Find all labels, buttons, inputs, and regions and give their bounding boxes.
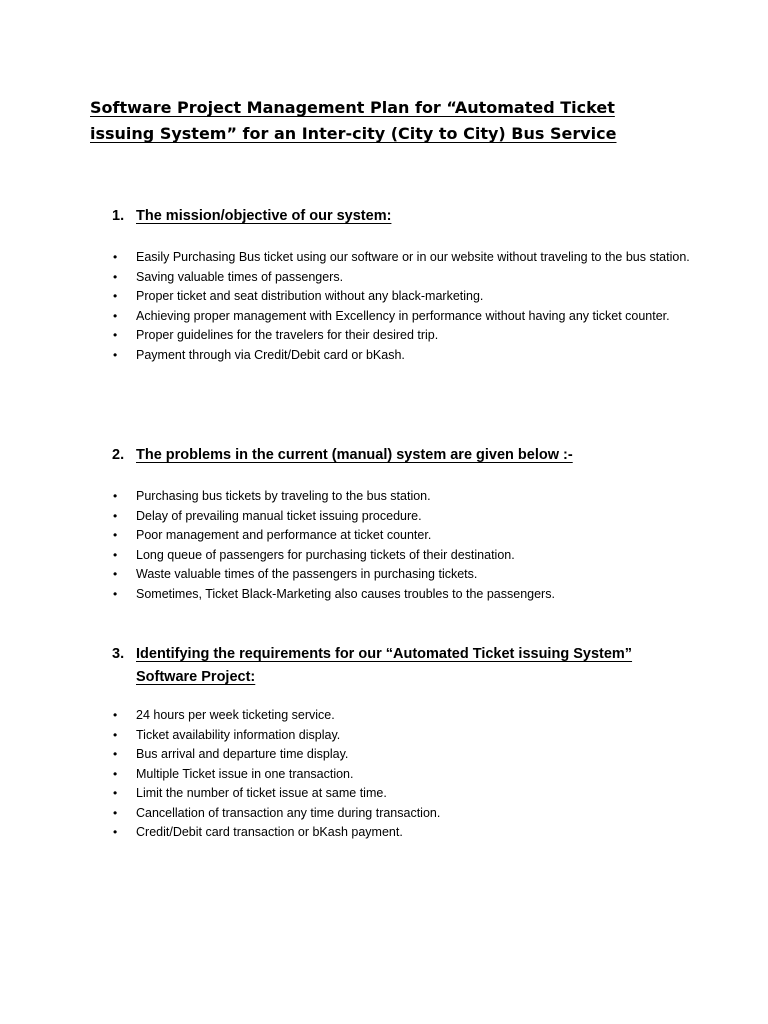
section-heading-text: The mission/objective of our system: bbox=[136, 208, 392, 224]
list-item-text: Poor management and performance at ticket counter. bbox=[136, 528, 432, 542]
bullet-list bbox=[112, 248, 692, 365]
list-item-text: 24 hours per week ticketing service. bbox=[136, 708, 335, 722]
document-title: Software Project Management Plan for “Automated Ticket issuing System” for an Inter-city (City to City) Bus Service bbox=[90, 98, 617, 143]
list-item bbox=[112, 268, 696, 288]
bullet-icon: • bbox=[113, 766, 118, 781]
list-item-text: Bus arrival and departure time display. bbox=[136, 747, 349, 761]
list-item-text: Easily Purchasing Bus ticket using our software or in our website without traveling to the bus station. bbox=[136, 250, 690, 264]
list-item bbox=[112, 765, 696, 785]
bullet-list bbox=[112, 706, 692, 843]
list-item-text: Limit the number of ticket issue at same time. bbox=[136, 786, 387, 800]
list-item bbox=[112, 487, 696, 507]
bullet-icon: • bbox=[113, 825, 118, 839]
bullet-icon: • bbox=[113, 269, 118, 284]
bullet-icon: • bbox=[113, 250, 118, 264]
list-item-text: Purchasing bus tickets by traveling to the bus station. bbox=[136, 489, 431, 503]
list-item-text: Payment through via Credit/Debit card or bKash. bbox=[136, 347, 405, 362]
bullet-icon: • bbox=[113, 747, 118, 761]
section-heading bbox=[112, 444, 692, 467]
list-item bbox=[112, 287, 696, 307]
section-heading bbox=[112, 205, 692, 228]
section-problems bbox=[112, 444, 692, 604]
list-item bbox=[112, 585, 696, 605]
section-heading-text: Identifying the requirements for our “Automated Ticket issuing System” Software Project: bbox=[136, 646, 633, 685]
bullet-icon: • bbox=[113, 508, 118, 523]
section-heading-text: The problems in the current (manual) system are given below :- bbox=[136, 447, 573, 463]
list-item-text: Credit/Debit card transaction or bKash payment. bbox=[136, 825, 403, 839]
bullet-icon: • bbox=[113, 805, 118, 820]
list-item bbox=[112, 726, 696, 746]
list-item-text: Cancellation of transaction any time during transaction. bbox=[136, 805, 441, 820]
list-item-text: Proper guidelines for the travelers for their desired trip. bbox=[136, 328, 439, 342]
list-item-text: Ticket availability information display. bbox=[136, 727, 341, 742]
list-item bbox=[112, 565, 696, 585]
bullet-icon: • bbox=[113, 528, 118, 542]
list-item-text: Delay of prevailing manual ticket issuing procedure. bbox=[136, 508, 422, 523]
list-item bbox=[112, 346, 696, 366]
list-item-text: Multiple Ticket issue in one transaction. bbox=[136, 766, 354, 781]
section-mission bbox=[112, 205, 692, 365]
bullet-icon: • bbox=[113, 489, 118, 503]
list-item bbox=[112, 706, 696, 726]
bullet-icon: • bbox=[113, 289, 118, 303]
bullet-icon: • bbox=[113, 727, 118, 742]
section-requirements bbox=[112, 643, 692, 843]
bullet-icon: • bbox=[113, 547, 118, 562]
section-number: 2. bbox=[112, 447, 125, 463]
bullet-icon: • bbox=[113, 586, 118, 601]
list-item bbox=[112, 248, 696, 268]
bullet-icon: • bbox=[113, 347, 118, 362]
section-heading bbox=[112, 643, 692, 689]
list-item bbox=[112, 526, 696, 546]
list-item bbox=[112, 326, 696, 346]
bullet-icon: • bbox=[113, 308, 118, 323]
list-item-text: Sometimes, Ticket Black-Marketing also causes troubles to the passengers. bbox=[136, 586, 555, 601]
list-item bbox=[112, 307, 696, 327]
list-item bbox=[112, 745, 696, 765]
list-item-text: Waste valuable times of the passengers in purchasing tickets. bbox=[136, 567, 478, 581]
list-item bbox=[112, 507, 696, 527]
bullet-icon: • bbox=[113, 567, 118, 581]
list-item bbox=[112, 546, 696, 566]
bullet-icon: • bbox=[113, 328, 118, 342]
section-number: 3. bbox=[112, 646, 125, 662]
list-item-text: Saving valuable times of passengers. bbox=[136, 269, 344, 284]
bullet-icon: • bbox=[113, 708, 118, 722]
list-item-text: Achieving proper management with Excellency in performance without having any ticket counter. bbox=[136, 308, 670, 323]
section-number: 1. bbox=[112, 208, 125, 224]
list-item-text: Proper ticket and seat distribution without any black-marketing. bbox=[136, 289, 484, 303]
list-item-text: Long queue of passengers for purchasing tickets of their destination. bbox=[136, 547, 515, 562]
bullet-list bbox=[112, 487, 692, 604]
list-item bbox=[112, 823, 696, 843]
bullet-icon: • bbox=[113, 786, 118, 800]
list-item bbox=[112, 804, 696, 824]
list-item bbox=[112, 784, 696, 804]
